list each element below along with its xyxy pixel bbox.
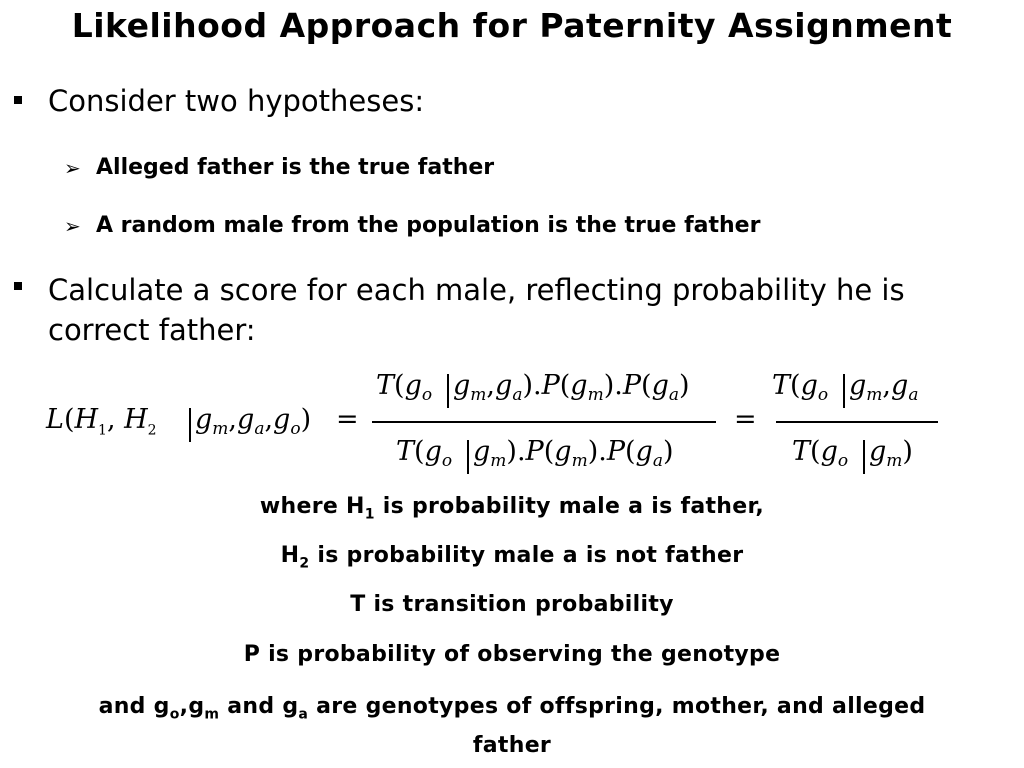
sub-bullet-random bbox=[96, 213, 760, 238]
note-text: P is probability of observing the genotype bbox=[243, 642, 781, 667]
note-h2 bbox=[0, 543, 1024, 571]
arrow-bullet-icon: ➢ bbox=[64, 214, 81, 238]
note-p bbox=[0, 642, 1024, 667]
bullet-square-icon bbox=[14, 96, 22, 104]
note-text: is probability male a is not father bbox=[309, 543, 744, 568]
note-text: H bbox=[280, 543, 300, 568]
sub-bullet-text: Alleged father is the true father bbox=[96, 155, 495, 180]
sub-bullet-text: A random male from the population is the true father bbox=[96, 213, 761, 238]
note-subscript: 1 bbox=[364, 506, 375, 523]
slide-title: Likelihood Approach for Paternity Assignment bbox=[71, 6, 953, 45]
note-subscript: o bbox=[169, 706, 180, 723]
note-text: and g bbox=[219, 694, 299, 719]
note-h1 bbox=[0, 494, 1024, 522]
note-text: father bbox=[472, 733, 552, 759]
note-subscript: m bbox=[204, 706, 220, 723]
note-text: is probability male a is father, bbox=[374, 494, 765, 519]
note-text: and g bbox=[98, 694, 170, 719]
bullet-text-line1: Calculate a score for each male, reflecting probability he is bbox=[48, 273, 905, 307]
sub-bullet-alleged bbox=[96, 155, 494, 180]
arrow-bullet-icon: ➢ bbox=[64, 156, 81, 180]
note-subscript: 2 bbox=[299, 555, 310, 572]
bullet-square-icon bbox=[14, 282, 22, 290]
note-genotypes bbox=[0, 691, 1024, 762]
likelihood-formula: $L(H_1$, $H_2$ $g_m,g_a,g_o$) = $T(g_o$ $g_m,g_a).P(g_m).P(g_a)$ $T(g_o$ $g_m).P(g_m).P(g_a)$ = $T(g_o$ $g_m,g_a$ $T(g_o$ $g_m$) bbox=[46, 366, 1006, 476]
bullet-calculate bbox=[48, 270, 905, 350]
bullet-consider bbox=[48, 84, 424, 118]
note-text: are genotypes of offspring, mother, and alleged bbox=[308, 694, 926, 719]
bullet-text: Consider two hypotheses: bbox=[48, 84, 425, 118]
note-text: T is transition probability bbox=[350, 592, 674, 617]
bullet-text-line2: correct father: bbox=[48, 313, 256, 347]
note-text: ,g bbox=[179, 694, 205, 719]
note-subscript: a bbox=[298, 706, 309, 723]
note-text: where H bbox=[259, 494, 365, 519]
note-t bbox=[0, 592, 1024, 617]
